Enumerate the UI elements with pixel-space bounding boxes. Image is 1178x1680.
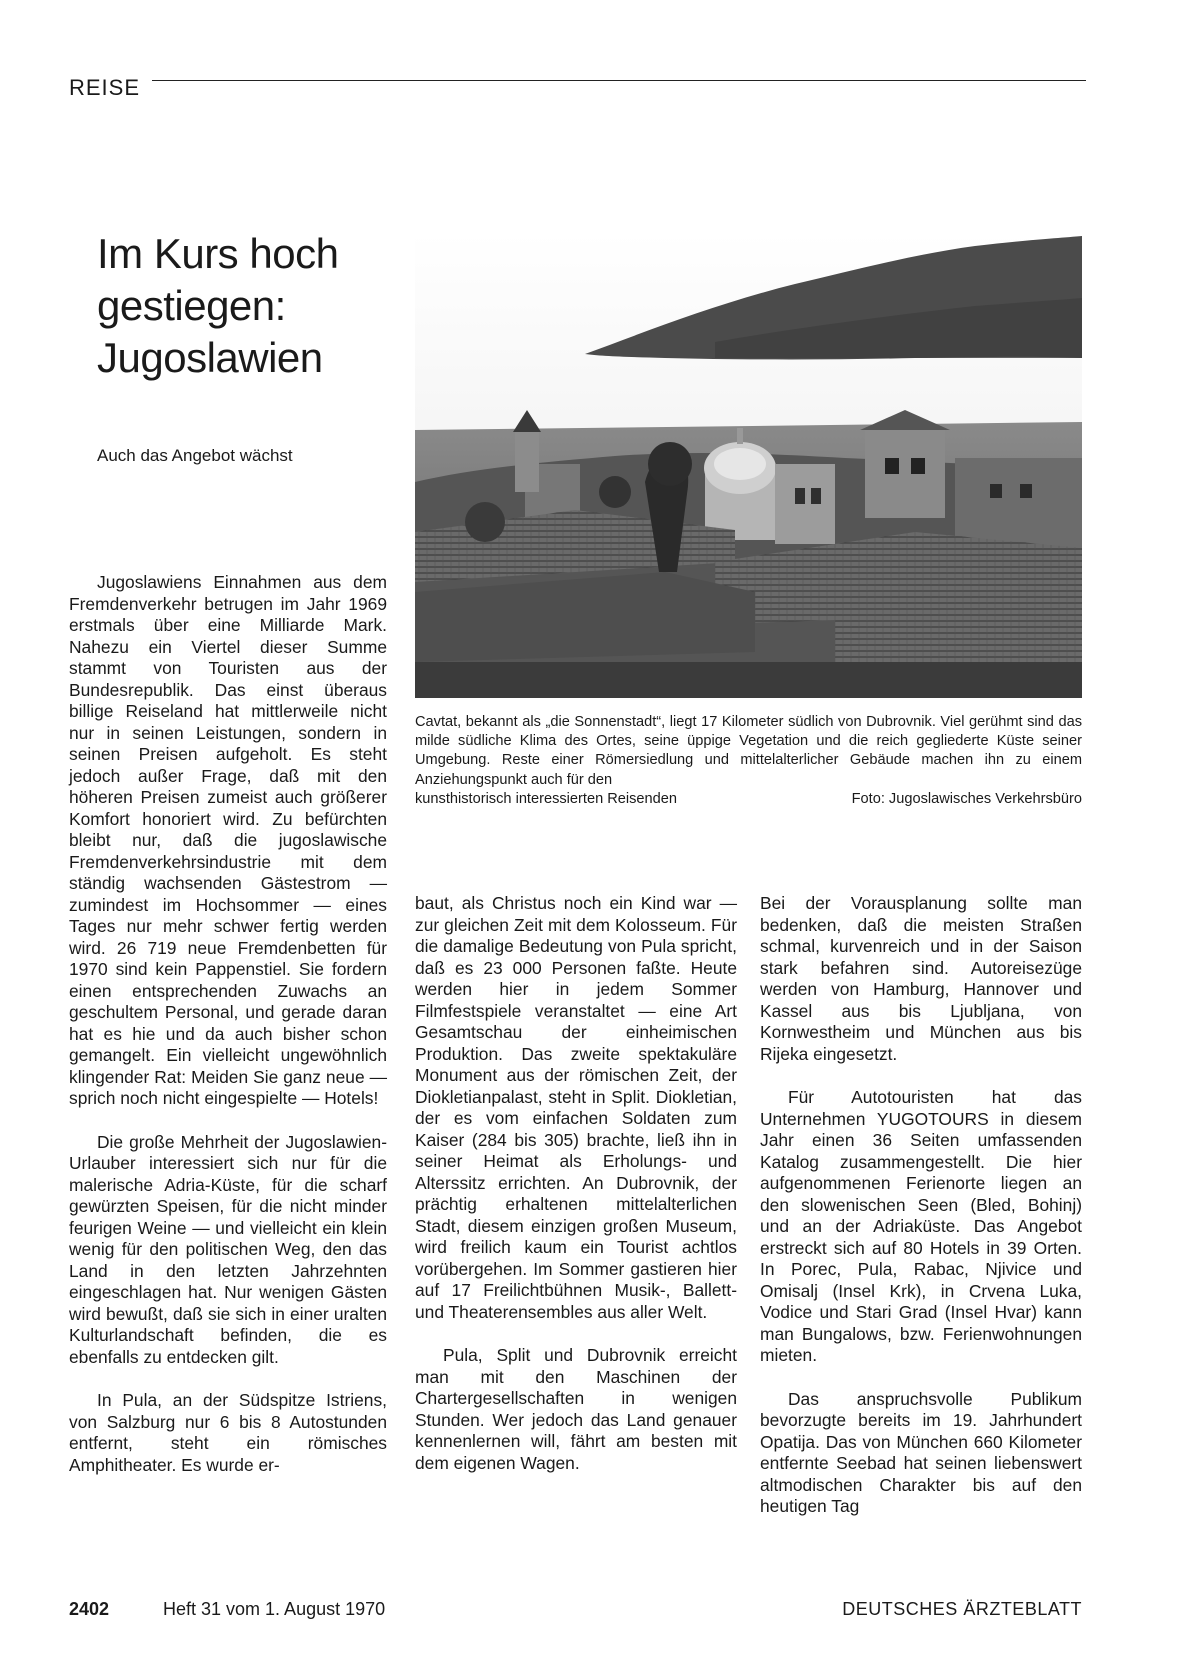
paragraph: Bei der Vorausplanung sollte man bedenken, daß die meisten Straßen schmal, kurvenreich und in der Saison stark befahren sind. Autoreisezüge werden von Hamburg, Hannover und Kassel aus bis Ljubljana, von Kornwestheim und München aus bis Rijeka eingesetzt. [760, 893, 1082, 1064]
page-number: 2402 [69, 1599, 110, 1619]
article-column-1 [69, 572, 387, 1498]
headline-line: Jugoslawien [97, 334, 323, 381]
headline [97, 228, 397, 384]
paragraph: Die große Mehrheit der Jugoslawien-Urlauber interessiert sich nur für die malerische Adria-Küste, für die scharf gewürzten Speisen, für die nicht minder feurigen Weine — und vielleicht ein klein wenig für den politischen Weg, den das Land in den letzten Jahrzehnten eingeschlagen hat. Nur wenigen Gästen wird bewußt, daß sie sich in einer uralten Kulturlandschaft befinden, die es ebenfalls zu entdecken gilt. [69, 1131, 387, 1367]
photo-cavtat [415, 232, 1082, 698]
caption-last-line: kunsthistorisch interessierten Reisenden [415, 790, 678, 807]
paragraph: In Pula, an der Südspitze Istriens, von Salzburg nur 6 bis 8 Autostunden entfernt, steht ein römisches Amphitheater. Es wurde er- [69, 1390, 387, 1475]
article-column-3 [760, 893, 1082, 1540]
photo-caption [415, 713, 1082, 809]
photo-illustration [415, 232, 1082, 698]
subheading: Auch das Angebot wächst [97, 446, 293, 465]
paragraph: baut, als Christus noch ein Kind war — zur gleichen Zeit mit dem Kolosseum. Für die damalige Bedeutung von Pula spricht, daß es 23 000 Personen faßte. Heute werden hier in jedem Sommer Filmfestspiele veranstaltet — eine Art Gesamtschau der einheimischen Produktion. Das zweite spektakuläre Monument aus der römischen Zeit, der Diokletianpalast, steht in Split. Diokletian, der es vom einfachen Soldaten zum Kaiser (284 bis 305) brachte, ließ ihn in seiner Heimat als Erholungs- und Alterssitz errichten. An Dubrovnik, der prächtig erhaltenen mittelalterlichen Stadt, diesem einzigen großen Museum, wird freilich kaum ein Tourist achtlos vorübergehen. Im Sommer gastieren hier auf 17 Freilichtbühnen Musik-, Ballett- und Theaterensembles aus aller Welt. [415, 893, 737, 1322]
magazine-name: DEUTSCHES ÄRZTEBLATT [842, 1599, 1082, 1619]
headline-line: gestiegen: [97, 282, 286, 329]
caption-credit-line [415, 790, 1082, 809]
issue-info: Heft 31 vom 1. August 1970 [163, 1599, 386, 1619]
paragraph: Für Autotouristen hat das Unternehmen YUGOTOURS in diesem Jahr einen 36 Seiten umfassenden Katalog zusammengestellt. Die hier aufgenommenen Ferienorte liegen an den slowenischen Seen (Bled, Bohinj) und an der Adriaküste. Das Angebot erstreckt sich auf 80 Hotels in 39 Orten. In Porec, Pula, Rabac, Njivice und Omisalj (Insel Krk), in Crvena Luka, Vodice und Stari Grad (Insel Hvar) kann man Bungalows, bzw. Ferienwohnungen mieten. [760, 1087, 1082, 1365]
section-rule [152, 80, 1086, 81]
paragraph: Jugoslawiens Einnahmen aus dem Fremdenverkehr betrugen im Jahr 1969 erstmals über eine Milliarde Mark. Nahezu ein Viertel dieser Summe stammt von Touristen aus der Bundesrepublik. Das einst überaus billige Reiseland hat mittlerweile nicht nur in seinen Leistungen, sondern in seinen Preisen aufgeholt. Es steht jedoch außer Frage, daß mit den höheren Preisen zumeist auch größerer Komfort honoriert wird. Zu befürchten bleibt nur, daß die jugoslawische Fremdenverkehrsindustrie mit dem ständig wachsenden Gästestrom — zumindest im Hochsommer — eines Tages nur mehr schwer fertig werden wird. 26 719 neue Fremdenbetten für 1970 sind kein Pappenstiel. Sie fordern einen entsprechenden Zuwachs an geschultem Personal, und gerade daran hat es hie und da auch bisher schon gemangelt. Ein vielleicht ungewöhnlich klingender Rat: Meiden Sie ganz neue — sprich noch nicht eingespielte — Hotels! [69, 572, 387, 1108]
caption-text: Cavtat, bekannt als „die Sonnenstadt“, liegt 17 Kilometer südlich von Dubrovnik. Viel gerühmt sind das milde südliche Klima des Ortes, seine üppige Vegetation und die reich gegliederte Küste seiner Umgebung. Reste einer Römersiedlung und mittelalterlicher Gebäude machen ihn zu einem Anziehungspunkt auch für den [415, 714, 1082, 788]
photo-credit: Foto: Jugoslawisches Verkehrsbüro [851, 790, 1082, 807]
headline-line: Im Kurs hoch [97, 230, 339, 277]
section-label: REISE [69, 75, 141, 100]
paragraph: Das anspruchsvolle Publikum bevorzugte bereits im 19. Jahrhundert Opatija. Das von München 660 Kilometer entfernte Seebad hat seinen liebenswert altmodischen Charakter bis auf den heutigen Tag [760, 1388, 1082, 1516]
article-column-2 [415, 893, 737, 1496]
paragraph: Pula, Split und Dubrovnik erreicht man mit den Maschinen der Chartergesellschaften in wenigen Stunden. Wer jedoch das Land genauer kennenlernen will, fährt am besten mit dem eigenen Wagen. [415, 1345, 737, 1473]
